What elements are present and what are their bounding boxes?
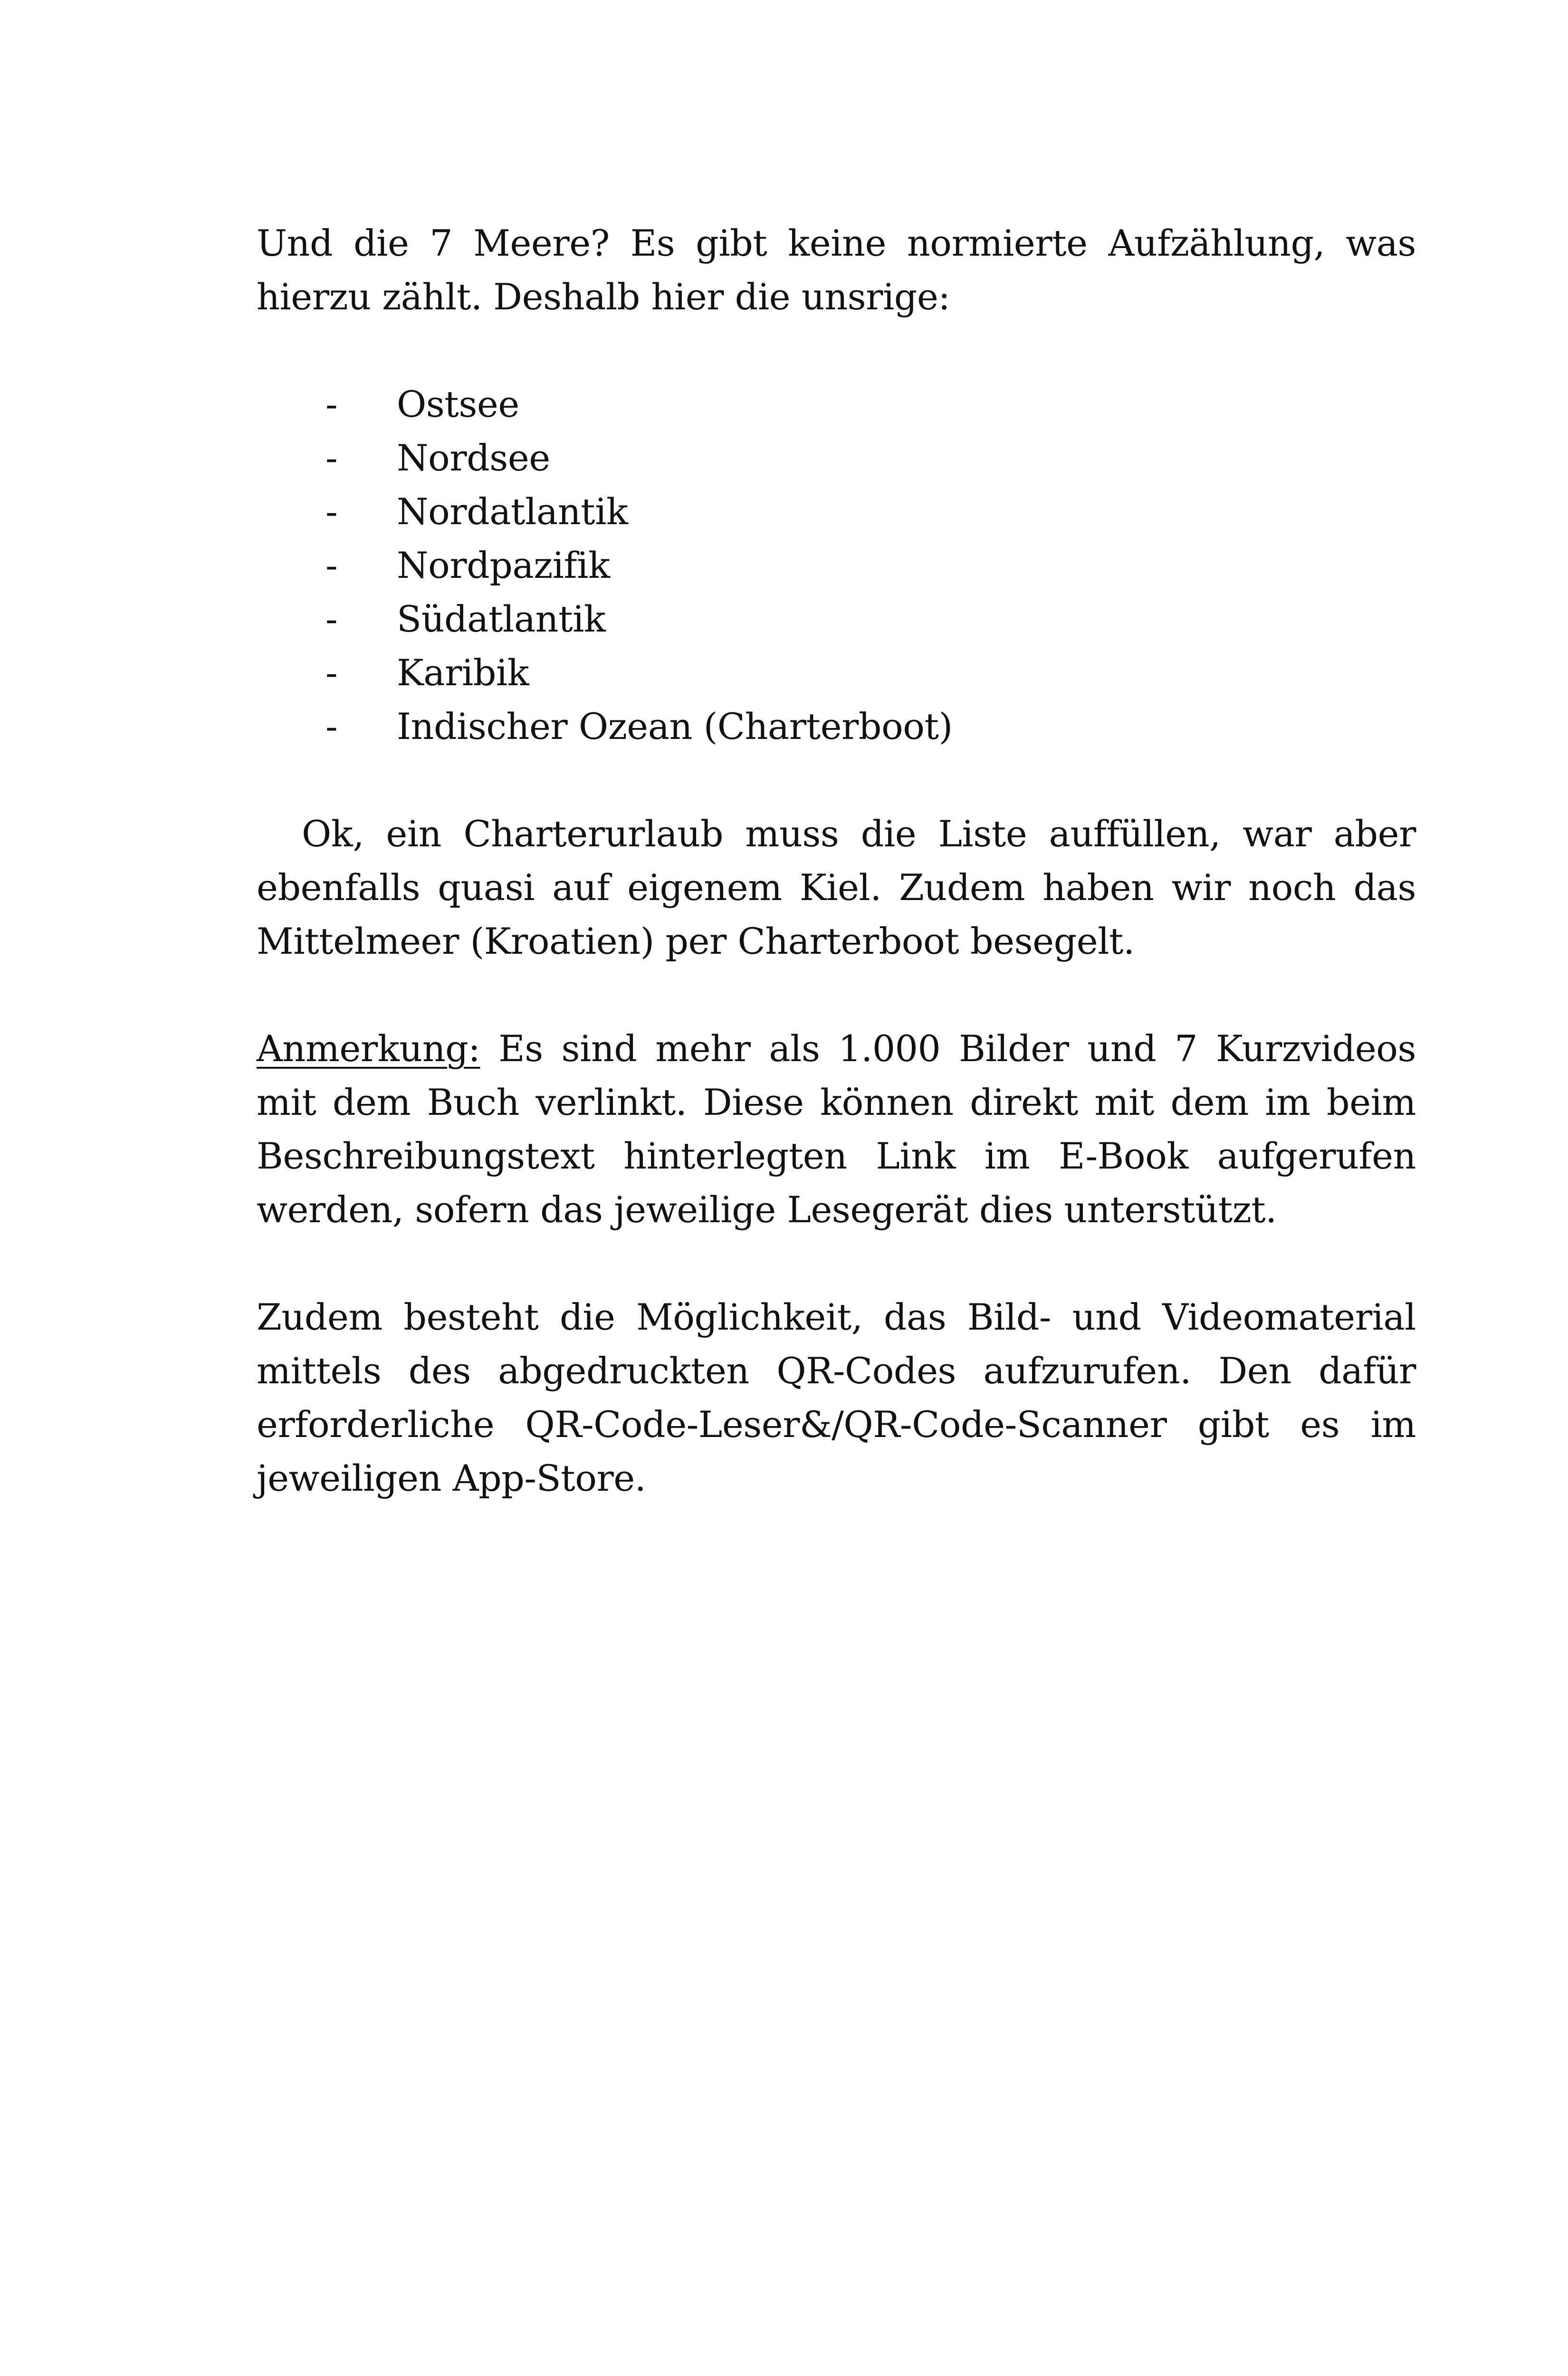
note-paragraph bbox=[257, 1022, 1416, 1236]
charter-paragraph: Ok, ein Charterurlaub muss die Liste auffüllen, war aber ebenfalls quasi auf eigenem Kiel. Zudem haben wir noch das Mittelmeer (Kroatien) per Charterboot besegelt. bbox=[257, 813, 1416, 962]
list-item bbox=[257, 538, 1416, 592]
spacer bbox=[257, 324, 1416, 377]
spacer bbox=[257, 968, 1416, 1022]
page-body bbox=[257, 216, 1416, 1505]
list-item bbox=[257, 699, 1416, 753]
note-text: Es sind mehr als 1.000 Bilder und 7 Kurzvideos mit dem Buch verlinkt. Diese können direkt mit dem im beim Beschreibungstext hinterlegten Link im E-Book aufgerufen werden, sofern das jeweilige Lesegerät dies unterstützt. bbox=[257, 1027, 1416, 1231]
list-bullet: - bbox=[325, 437, 338, 479]
list-item-label: Nordatlantik bbox=[397, 490, 628, 533]
list-item-label: Südatlantik bbox=[397, 598, 606, 640]
list-item-label: Karibik bbox=[397, 651, 529, 694]
intro-paragraph: Und die 7 Meere? Es gibt keine normierte Aufzählung, was hierzu zählt. Deshalb hier die unsrige: bbox=[257, 222, 1416, 318]
list-item-label: Nordpazifik bbox=[397, 544, 610, 586]
list-item-label: Nordsee bbox=[397, 437, 550, 479]
list-bullet: - bbox=[325, 705, 338, 747]
list-bullet: - bbox=[325, 383, 338, 425]
seas-list bbox=[257, 377, 1416, 753]
list-item bbox=[257, 377, 1416, 431]
note-label: Anmerkung: bbox=[257, 1027, 480, 1070]
list-bullet: - bbox=[325, 544, 338, 586]
list-bullet: - bbox=[325, 490, 338, 533]
spacer bbox=[257, 1236, 1416, 1290]
list-bullet: - bbox=[325, 651, 338, 694]
list-item bbox=[257, 431, 1416, 485]
list-item-label: Indischer Ozean (Charterboot) bbox=[397, 705, 953, 747]
list-item bbox=[257, 646, 1416, 699]
qr-paragraph: Zudem besteht die Möglichkeit, das Bild- und Videomaterial mittels des abgedruckten QR-Codes aufzurufen. Den dafür erforderliche QR-Code-Leser&/QR-Code-Scanner gibt es im jeweiligen App-Store. bbox=[257, 1296, 1416, 1499]
list-item bbox=[257, 592, 1416, 646]
spacer bbox=[257, 753, 1416, 807]
list-item bbox=[257, 485, 1416, 538]
list-item-label: Ostsee bbox=[397, 383, 519, 425]
list-bullet: - bbox=[325, 598, 338, 640]
